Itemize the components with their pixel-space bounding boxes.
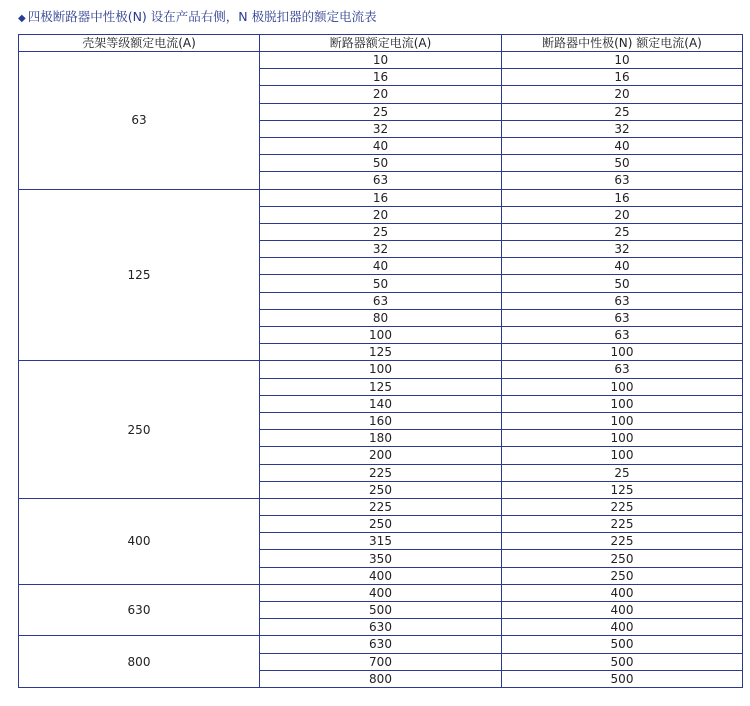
table-row bbox=[19, 636, 743, 653]
diamond-bullet-icon: ◆ bbox=[18, 13, 26, 24]
frame-current-cell: 63 bbox=[19, 52, 260, 190]
neutral-current-cell: 63 bbox=[502, 309, 743, 326]
breaker-current-cell: 225 bbox=[260, 498, 502, 515]
breaker-current-cell: 25 bbox=[260, 223, 502, 240]
table-title bbox=[18, 7, 377, 27]
neutral-current-cell: 225 bbox=[502, 533, 743, 550]
breaker-current-cell: 16 bbox=[260, 189, 502, 206]
neutral-current-cell: 25 bbox=[502, 103, 743, 120]
breaker-current-cell: 315 bbox=[260, 533, 502, 550]
neutral-current-cell: 225 bbox=[502, 498, 743, 515]
neutral-current-cell: 400 bbox=[502, 584, 743, 601]
neutral-current-cell: 100 bbox=[502, 430, 743, 447]
neutral-current-cell: 25 bbox=[502, 223, 743, 240]
neutral-current-cell: 40 bbox=[502, 137, 743, 154]
breaker-current-cell: 400 bbox=[260, 584, 502, 601]
neutral-current-cell: 500 bbox=[502, 636, 743, 653]
breaker-current-cell: 160 bbox=[260, 412, 502, 429]
breaker-current-cell: 40 bbox=[260, 258, 502, 275]
breaker-current-cell: 20 bbox=[260, 206, 502, 223]
breaker-current-cell: 80 bbox=[260, 309, 502, 326]
frame-current-cell: 250 bbox=[19, 361, 260, 499]
table-row bbox=[19, 189, 743, 206]
neutral-current-cell: 16 bbox=[502, 189, 743, 206]
neutral-current-cell: 100 bbox=[502, 344, 743, 361]
neutral-current-cell: 10 bbox=[502, 52, 743, 69]
breaker-current-cell: 225 bbox=[260, 464, 502, 481]
breaker-current-cell: 10 bbox=[260, 52, 502, 69]
breaker-current-cell: 250 bbox=[260, 516, 502, 533]
breaker-current-cell: 125 bbox=[260, 378, 502, 395]
breaker-current-cell: 125 bbox=[260, 344, 502, 361]
neutral-current-cell: 20 bbox=[502, 86, 743, 103]
table-row bbox=[19, 52, 743, 69]
neutral-current-cell: 500 bbox=[502, 670, 743, 687]
breaker-current-cell: 180 bbox=[260, 430, 502, 447]
neutral-current-cell: 250 bbox=[502, 550, 743, 567]
breaker-current-cell: 100 bbox=[260, 327, 502, 344]
breaker-current-cell: 50 bbox=[260, 155, 502, 172]
header-row bbox=[19, 35, 743, 52]
neutral-current-cell: 400 bbox=[502, 602, 743, 619]
neutral-current-cell: 50 bbox=[502, 155, 743, 172]
neutral-current-cell: 250 bbox=[502, 567, 743, 584]
neutral-current-cell: 100 bbox=[502, 378, 743, 395]
neutral-current-cell: 100 bbox=[502, 412, 743, 429]
frame-current-cell: 630 bbox=[19, 584, 260, 636]
neutral-current-cell: 63 bbox=[502, 361, 743, 378]
neutral-current-cell: 63 bbox=[502, 327, 743, 344]
frame-current-cell: 125 bbox=[19, 189, 260, 361]
neutral-current-cell: 50 bbox=[502, 275, 743, 292]
table-row bbox=[19, 584, 743, 601]
neutral-current-cell: 500 bbox=[502, 653, 743, 670]
table-body bbox=[19, 52, 743, 688]
breaker-current-cell: 400 bbox=[260, 567, 502, 584]
breaker-current-cell: 350 bbox=[260, 550, 502, 567]
neutral-current-cell: 32 bbox=[502, 120, 743, 137]
neutral-current-cell: 32 bbox=[502, 241, 743, 258]
frame-current-cell: 400 bbox=[19, 498, 260, 584]
breaker-current-cell: 800 bbox=[260, 670, 502, 687]
breaker-current-cell: 700 bbox=[260, 653, 502, 670]
breaker-current-cell: 200 bbox=[260, 447, 502, 464]
neutral-current-cell: 16 bbox=[502, 69, 743, 86]
breaker-current-cell: 16 bbox=[260, 69, 502, 86]
neutral-current-cell: 63 bbox=[502, 172, 743, 189]
breaker-current-cell: 20 bbox=[260, 86, 502, 103]
breaker-current-cell: 63 bbox=[260, 172, 502, 189]
rated-current-table bbox=[18, 34, 743, 688]
frame-current-cell: 800 bbox=[19, 636, 260, 688]
neutral-current-cell: 63 bbox=[502, 292, 743, 309]
neutral-current-cell: 225 bbox=[502, 516, 743, 533]
breaker-current-cell: 32 bbox=[260, 120, 502, 137]
breaker-current-cell: 63 bbox=[260, 292, 502, 309]
neutral-current-cell: 100 bbox=[502, 447, 743, 464]
breaker-current-cell: 630 bbox=[260, 619, 502, 636]
neutral-current-cell: 100 bbox=[502, 395, 743, 412]
neutral-current-cell: 20 bbox=[502, 206, 743, 223]
neutral-current-cell: 40 bbox=[502, 258, 743, 275]
table-row bbox=[19, 361, 743, 378]
breaker-current-cell: 25 bbox=[260, 103, 502, 120]
title-text: 四极断路器中性极(N) 设在产品右侧，N 极脱扣器的额定电流表 bbox=[27, 9, 377, 24]
neutral-current-cell: 400 bbox=[502, 619, 743, 636]
breaker-current-cell: 500 bbox=[260, 602, 502, 619]
breaker-current-cell: 40 bbox=[260, 137, 502, 154]
table-row bbox=[19, 498, 743, 515]
header-neutral-current: 断路器中性极(N) 额定电流(A) bbox=[502, 35, 743, 52]
breaker-current-cell: 50 bbox=[260, 275, 502, 292]
neutral-current-cell: 125 bbox=[502, 481, 743, 498]
header-breaker-current: 断路器额定电流(A) bbox=[260, 35, 502, 52]
header-frame-current: 壳架等级额定电流(A) bbox=[19, 35, 260, 52]
breaker-current-cell: 32 bbox=[260, 241, 502, 258]
neutral-current-cell: 25 bbox=[502, 464, 743, 481]
breaker-current-cell: 630 bbox=[260, 636, 502, 653]
breaker-current-cell: 140 bbox=[260, 395, 502, 412]
breaker-current-cell: 250 bbox=[260, 481, 502, 498]
breaker-current-cell: 100 bbox=[260, 361, 502, 378]
